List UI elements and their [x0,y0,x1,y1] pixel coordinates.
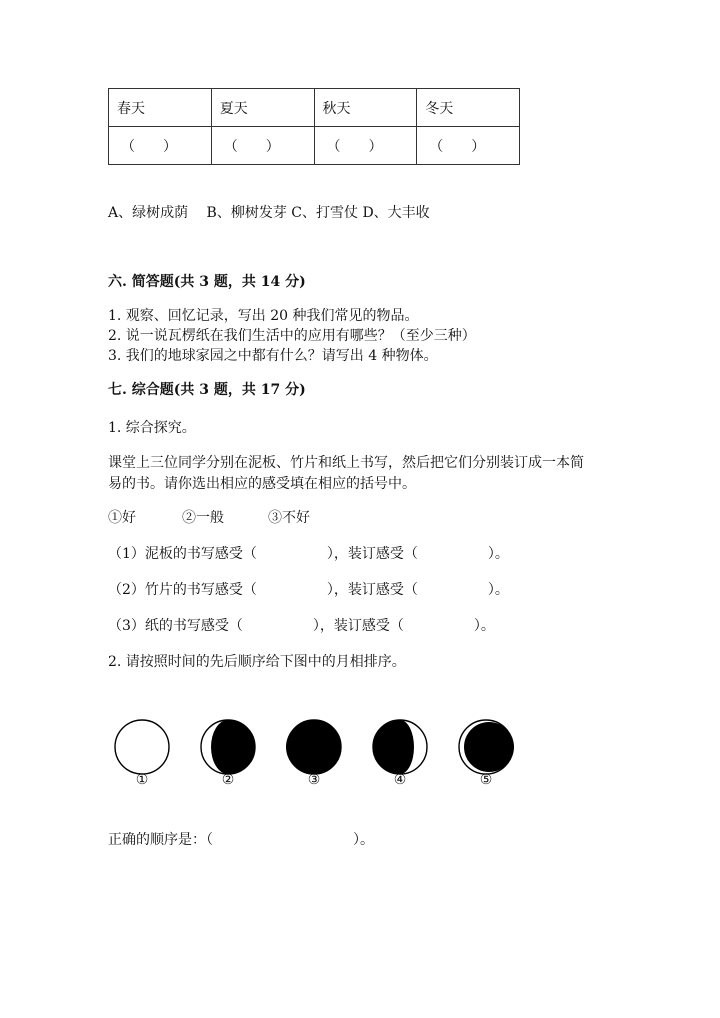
section6-question-3: 3. 我们的地球家园之中都有什么？请写出 4 种物体。 [108,348,438,364]
table-header-winter: 冬天 [417,89,520,127]
moon-phase-4-icon [373,720,427,774]
moon-phase-2-icon [201,720,255,774]
table-row [109,89,520,127]
table-row [109,127,520,165]
choice-normal: ②一般 [182,510,224,526]
answer-blank-spring[interactable]: （ ） [109,127,212,165]
moon-label-4: ④ [393,772,407,788]
sub-question-1: （1）泥板的书写感受（ ），装订感受（ ）。 [108,546,509,562]
section7-question-2-title: 2. 请按照时间的先后顺序给下图中的月相排序。 [108,654,406,670]
answer-blank-autumn[interactable]: （ ） [314,127,417,165]
sub-question-2: （2）竹片的书写感受（ ），装订感受（ ）。 [108,582,509,598]
table-header-spring: 春天 [109,89,212,127]
moon-label-3: ③ [307,772,321,788]
options-line: A、绿树成荫 B、柳树发芽 C、打雪仗 D、大丰收 [108,205,430,221]
section6-question-2: 2. 说一说瓦楞纸在我们生活中的应用有哪些？（至少三种） [108,328,476,344]
moon-label-1: ① [135,772,149,788]
choice-bad: ③不好 [268,510,310,526]
answer-blank-summer[interactable]: （ ） [211,127,314,165]
table-header-autumn: 秋天 [314,89,417,127]
section7-paragraph-line-2: 易的书。请你选出相应的感受填在相应的括号中。 [108,476,416,492]
sub-question-3: （3）纸的书写感受（ ），装订感受（ ）。 [108,618,495,634]
table-header-summer: 夏天 [211,89,314,127]
section7-title: 七. 综合题(共 3 题，共 17 分) [108,382,306,398]
section6-title: 六. 简答题(共 3 题，共 14 分) [108,274,306,290]
answer-order-line: 正确的顺序是：（ ）。 [108,832,374,848]
moon-phase-3-icon [286,720,341,774]
section6-question-1: 1. 观察、回忆记录，写出 20 种我们常见的物品。 [108,308,419,324]
season-table [108,88,520,165]
moon-phase-1-icon [115,720,169,774]
moon-label-5: ⑤ [479,772,493,788]
moon-label-2: ② [221,772,235,788]
section7-question-1-title: 1. 综合探究。 [108,420,196,436]
answer-blank-winter[interactable]: （ ） [417,127,520,165]
moon-phase-5-icon [459,720,514,774]
choice-good: ①好 [108,510,136,526]
section7-paragraph-line-1: 课堂上三位同学分别在泥板、竹片和纸上书写，然后把它们分别装订成一本简 [108,455,584,471]
